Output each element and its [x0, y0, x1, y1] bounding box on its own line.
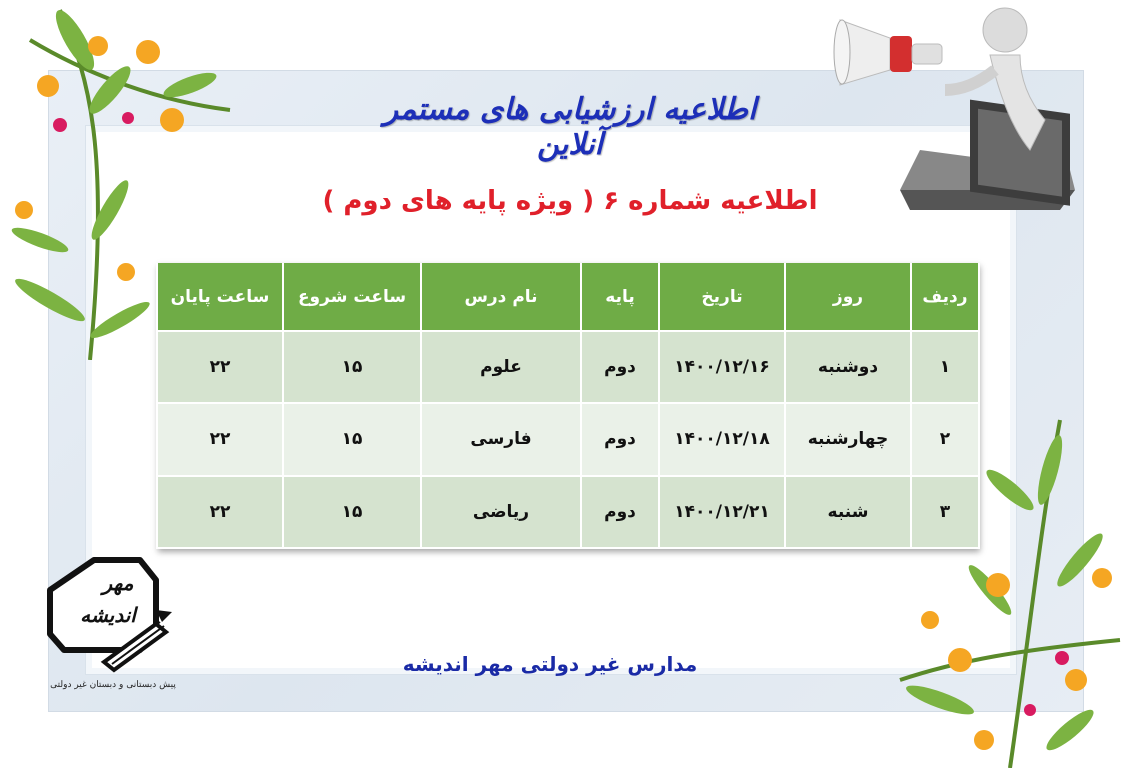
cell-date: ۱۴۰۰/۱۲/۱۶	[659, 331, 785, 403]
cell-row-number: ۳	[911, 476, 979, 548]
cell-grade: دوم	[581, 403, 659, 475]
table-row	[157, 331, 979, 403]
header-cell-day: روز	[785, 263, 911, 331]
header-cell-date: تاریخ	[659, 263, 785, 331]
megaphone-laptop-figure-icon	[830, 0, 1080, 215]
cell-date: ۱۴۰۰/۱۲/۱۸	[659, 403, 785, 475]
header-cell-subject: نام درس	[421, 263, 581, 331]
page-title: اطلاعیه ارزشیابی های مستمر آنلاین	[383, 92, 757, 162]
cell-end-time: ۲۲	[157, 331, 283, 403]
cell-date: ۱۴۰۰/۱۲/۲۱	[659, 476, 785, 548]
logo-text-top: مهر	[102, 571, 134, 595]
cell-start-time: ۱۵	[283, 476, 421, 548]
cell-subject: فارسی	[421, 403, 581, 475]
table-header-row	[157, 263, 979, 331]
cell-end-time: ۲۲	[157, 403, 283, 475]
announcement-subtitle: اطلاعیه شماره ۶ ( ویژه پایه های دوم )	[322, 186, 818, 216]
cell-end-time: ۲۲	[157, 476, 283, 548]
table-row	[157, 403, 979, 475]
cell-day: دوشنبه	[785, 331, 911, 403]
cell-subject: علوم	[421, 331, 581, 403]
cell-day: شنبه	[785, 476, 911, 548]
school-name-footer: مدارس غیر دولتی مهر اندیشه	[402, 652, 698, 676]
cell-start-time: ۱۵	[283, 331, 421, 403]
cell-row-number: ۱	[911, 331, 979, 403]
logo-caption: پیش دبستانی و دبستان غیر دولتی	[50, 680, 176, 690]
cell-start-time: ۱۵	[283, 403, 421, 475]
book-pen-logo-icon	[44, 550, 180, 700]
cell-row-number: ۲	[911, 403, 979, 475]
header-cell-end-time: ساعت پایان	[157, 263, 283, 331]
header-cell-grade: پایه	[581, 263, 659, 331]
logo-text-bottom: اندیشه	[80, 603, 136, 627]
cell-day: چهارشنبه	[785, 403, 911, 475]
cell-grade: دوم	[581, 331, 659, 403]
header-cell-row-number: ردیف	[911, 263, 979, 331]
header-cell-start-time: ساعت شروع	[283, 263, 421, 331]
schedule-table	[156, 263, 978, 549]
table-row	[157, 476, 979, 548]
cell-grade: دوم	[581, 476, 659, 548]
cell-subject: ریاضی	[421, 476, 581, 548]
